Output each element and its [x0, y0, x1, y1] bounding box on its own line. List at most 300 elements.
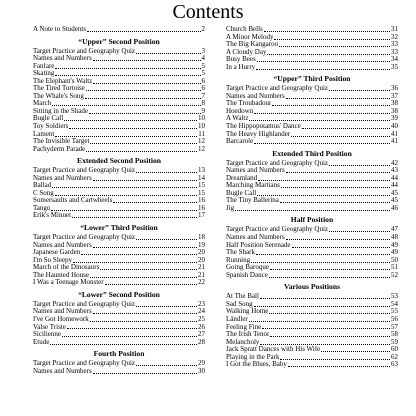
toc-entry[interactable]	[226, 242, 398, 250]
entry-title: Marching Martians	[226, 182, 280, 190]
entry-page-number: 8	[201, 100, 205, 108]
toc-entry[interactable]	[226, 56, 398, 64]
entry-page-number: 48	[391, 234, 398, 242]
entry-page-number: 40	[391, 123, 398, 131]
section-heading: “Upper” Second Position	[78, 36, 160, 46]
toc-entry[interactable]	[226, 100, 398, 108]
entry-title: Sicilienne	[33, 331, 61, 339]
toc-column-left	[33, 26, 205, 375]
entry-title: Names and Numbers	[226, 92, 285, 100]
entry-page-number: 27	[198, 331, 205, 339]
entry-title: Names and Numbers	[33, 174, 92, 182]
toc-entry[interactable]	[226, 331, 398, 339]
entry-page-number: 25	[198, 315, 205, 323]
entry-title: The Big Kangaroo	[226, 41, 279, 49]
entry-page-number: 10	[198, 115, 205, 123]
dot-leader	[270, 336, 390, 337]
toc-entry[interactable]	[226, 34, 398, 42]
toc-entry[interactable]	[226, 264, 398, 272]
entry-page-number: 45	[391, 189, 398, 197]
entry-title: Melancholy	[226, 338, 260, 346]
dot-leader	[251, 262, 390, 263]
entry-title: Walking Home	[226, 308, 269, 316]
toc-entry[interactable]	[33, 205, 205, 213]
dot-leader	[62, 336, 197, 337]
toc-entry[interactable]	[226, 167, 398, 175]
dot-leader	[90, 321, 197, 322]
entry-page-number: 15	[198, 189, 205, 197]
toc-entry[interactable]	[33, 272, 205, 280]
toc-entry[interactable]	[226, 226, 398, 234]
entry-page-number: 51	[391, 264, 398, 272]
toc-entry[interactable]	[226, 160, 398, 168]
dot-leader	[249, 321, 390, 322]
dot-leader	[67, 328, 197, 329]
dot-leader	[280, 202, 390, 203]
dot-leader	[136, 53, 200, 54]
entry-page-number: 49	[391, 249, 398, 257]
entry-page-number: 13	[198, 167, 205, 175]
toc-entry[interactable]	[226, 293, 398, 301]
entry-title: Sad Song	[226, 300, 253, 308]
entry-page-number: 44	[391, 174, 398, 182]
entry-page-number: 43	[391, 167, 398, 175]
entry-title: The Heavy Highlander	[226, 130, 291, 138]
entry-title: Ländler	[226, 315, 248, 323]
entry-title: The Shark	[226, 249, 255, 257]
entry-page-number: 10	[198, 123, 205, 131]
toc-entry[interactable]	[33, 146, 205, 154]
dot-leader	[254, 306, 390, 307]
dot-leader	[55, 195, 197, 196]
dot-leader	[291, 136, 390, 137]
entry-page-number: 59	[391, 338, 398, 346]
toc-entry[interactable]	[33, 93, 205, 101]
dot-leader	[136, 365, 197, 366]
entry-title: The Troubadour	[226, 100, 272, 108]
entry-title: Names and Numbers	[33, 367, 92, 375]
entry-page-number: 23	[198, 300, 205, 308]
entry-title: In a Hurry	[226, 63, 256, 71]
entry-title: March	[33, 100, 52, 108]
dot-leader	[105, 284, 197, 285]
entry-page-number: 16	[198, 204, 205, 212]
entry-page-number: 38	[391, 107, 398, 115]
entry-page-number: 45	[391, 197, 398, 205]
entry-title: Going Baroque	[226, 264, 269, 272]
entry-title: Erik's Minuet	[33, 212, 72, 220]
entry-title: Sitting in the Shade	[33, 107, 89, 115]
dot-leader	[52, 105, 200, 106]
entry-title: Pachyderm Parade	[33, 145, 86, 153]
entry-title: Hoedown	[226, 107, 254, 115]
entry-page-number: 54	[391, 300, 398, 308]
toc-entry[interactable]	[33, 48, 205, 56]
dot-leader	[256, 254, 390, 255]
toc-entry[interactable]	[33, 264, 205, 272]
entry-page-number: 26	[198, 323, 205, 331]
entry-page-number: 3	[201, 47, 205, 55]
entry-title: Toy Soldiers	[33, 123, 69, 131]
toc-entry[interactable]	[33, 212, 205, 220]
toc-entry[interactable]	[226, 316, 398, 324]
entry-page-number: 7	[201, 92, 205, 100]
entry-page-number: 5	[201, 62, 205, 70]
entry-title: The Haunted House	[33, 271, 89, 279]
section-heading: Half Position	[290, 215, 334, 225]
entry-title: A Waltz	[226, 115, 249, 123]
toc-entry[interactable]	[226, 354, 398, 362]
entry-page-number: 6	[201, 85, 205, 93]
toc-entry[interactable]	[33, 78, 205, 86]
toc-entry[interactable]	[226, 123, 398, 131]
toc-entry[interactable]	[33, 138, 205, 146]
toc-entry[interactable]	[33, 301, 205, 309]
dot-leader	[86, 151, 197, 152]
entry-page-number: 21	[198, 271, 205, 279]
dot-leader	[235, 210, 390, 211]
entry-page-number: 39	[391, 115, 398, 123]
entry-page-number: 24	[198, 308, 205, 316]
entry-page-number: 36	[391, 85, 398, 93]
toc-entry[interactable]	[226, 346, 398, 354]
dot-leader	[93, 313, 197, 314]
dot-leader	[281, 187, 390, 188]
entry-page-number: 52	[391, 271, 398, 279]
entry-page-number: 53	[391, 293, 398, 301]
section-heading: “Lower” Third Position	[80, 223, 158, 233]
entry-title: Target Practice and Geography Quiz	[33, 167, 136, 175]
entry-page-number: 20	[198, 249, 205, 257]
entry-page-number: 34	[391, 56, 398, 64]
entry-title: Tango	[33, 204, 51, 212]
dot-leader	[52, 187, 197, 188]
dot-leader	[292, 247, 390, 248]
toc-entry[interactable]	[226, 190, 398, 198]
entry-page-number: 56	[391, 315, 398, 323]
toc-entry[interactable]	[33, 70, 205, 78]
dot-leader	[286, 98, 390, 99]
section-heading: Fourth Position	[93, 349, 145, 359]
entry-page-number: 19	[198, 241, 205, 249]
entry-title: The Hippopotamus' Dance	[226, 123, 301, 131]
entry-title: Names and Numbers	[33, 308, 92, 316]
toc-entry[interactable]	[226, 108, 398, 116]
toc-entry[interactable]	[226, 64, 398, 72]
dot-leader	[136, 239, 197, 240]
entry-title: I Got the Blues, Baby	[226, 361, 287, 369]
entry-title: Half Position Serenade	[226, 241, 291, 249]
dot-leader	[286, 239, 390, 240]
toc-entry[interactable]	[33, 331, 205, 339]
entry-page-number: 5	[201, 70, 205, 78]
dot-leader	[279, 46, 390, 47]
entry-title: Target Practice and Geography Quiz	[33, 360, 136, 368]
dot-leader	[257, 61, 390, 62]
toc-entry[interactable]	[226, 361, 398, 369]
entry-title: Skating	[33, 70, 55, 78]
dot-leader	[321, 351, 390, 352]
dot-leader	[280, 359, 390, 360]
toc-entry[interactable]	[226, 197, 398, 205]
dot-leader	[90, 143, 197, 144]
dot-leader	[269, 313, 390, 314]
entry-title: Etude	[33, 338, 50, 346]
entry-title: Names and Numbers	[33, 55, 92, 63]
toc-entry[interactable]	[226, 339, 398, 347]
dot-leader	[55, 75, 200, 76]
toc-entry[interactable]	[226, 138, 398, 146]
entry-page-number: 55	[391, 308, 398, 316]
dot-leader	[257, 195, 390, 196]
entry-title: Japanese Garden	[33, 249, 81, 257]
entry-page-number: 60	[391, 346, 398, 354]
dot-leader	[286, 172, 390, 173]
entry-page-number: 62	[391, 353, 398, 361]
dot-leader	[81, 254, 197, 255]
dot-leader	[329, 231, 390, 232]
entry-title: The Invisible Target	[33, 138, 90, 146]
entry-page-number: 4	[201, 55, 205, 63]
toc-entry[interactable]	[33, 279, 205, 287]
dot-leader	[329, 165, 390, 166]
entry-page-number: 20	[198, 256, 205, 264]
entry-page-number: 49	[391, 241, 398, 249]
toc-entry[interactable]	[33, 190, 205, 198]
dot-leader	[72, 217, 197, 218]
dot-leader	[136, 172, 197, 173]
entry-title: Barcarole	[226, 138, 254, 146]
toc-entry[interactable]	[33, 85, 205, 93]
entry-title: Bugle Call	[33, 115, 64, 123]
toc-entry[interactable]	[226, 115, 398, 123]
entry-page-number: 30	[198, 367, 205, 375]
entry-page-number: 18	[198, 234, 205, 242]
entry-title: The Whale's Song	[33, 92, 84, 100]
entry-page-number: 38	[391, 100, 398, 108]
toc-entry[interactable]	[33, 234, 205, 242]
dot-leader	[73, 262, 197, 263]
dot-leader	[93, 247, 197, 248]
dot-leader	[254, 113, 390, 114]
toc-entry[interactable]	[33, 123, 205, 131]
toc-entry[interactable]	[33, 257, 205, 265]
dot-leader	[270, 269, 390, 270]
entry-title: Target Practice and Geography Quiz	[33, 47, 136, 55]
toc-entry[interactable]	[33, 242, 205, 250]
entry-page-number: 9	[201, 107, 205, 115]
toc-entry[interactable]	[33, 324, 205, 332]
entry-title: Jack Spratt Dances with His Wife	[226, 346, 321, 354]
toc-entry[interactable]	[226, 308, 398, 316]
toc-entry[interactable]	[226, 301, 398, 309]
toc-entry[interactable]	[33, 249, 205, 257]
dot-leader	[89, 113, 200, 114]
toc-entry[interactable]	[226, 257, 398, 265]
dot-leader	[113, 202, 197, 203]
entry-title: I'm So Sleepy	[33, 256, 72, 264]
entry-title: The Tired Tortoise	[33, 85, 85, 93]
entry-page-number: 41	[391, 130, 398, 138]
dot-leader	[100, 269, 197, 270]
entry-title: Target Practice and Geography Quiz	[33, 234, 136, 242]
entry-page-number: 57	[391, 323, 398, 331]
entry-title: Names and Numbers	[226, 167, 285, 175]
entry-page-number: 33	[391, 48, 398, 56]
dot-leader	[136, 306, 197, 307]
section-heading: Extended Third Position	[272, 148, 352, 158]
entry-page-number: 63	[391, 361, 398, 369]
toc-entry[interactable]	[33, 339, 205, 347]
entry-title: Dreamland	[226, 174, 258, 182]
entry-title: Busy Bees	[226, 56, 256, 64]
toc-entry[interactable]	[33, 131, 205, 139]
dot-leader	[50, 344, 197, 345]
entry-page-number: 47	[391, 226, 398, 234]
entry-title: Target Practice and Geography Quiz	[226, 226, 329, 234]
dot-leader	[93, 373, 197, 374]
entry-title: The Elephant's Waltz	[33, 77, 93, 85]
entry-title: Target Practice and Geography Quiz	[226, 159, 329, 167]
dot-leader	[69, 128, 197, 129]
toc-entry[interactable]	[226, 175, 398, 183]
toc-entry[interactable]	[33, 55, 205, 63]
toc-entry[interactable]	[33, 308, 205, 316]
entry-title: Fanfare	[33, 62, 55, 70]
toc-entry[interactable]	[33, 316, 205, 324]
toc-entry[interactable]	[226, 182, 398, 190]
entry-title: I've Got Homework	[33, 315, 89, 323]
toc-entry[interactable]	[226, 272, 398, 280]
toc-entry[interactable]	[226, 205, 398, 213]
page-title: Contents	[172, 1, 244, 23]
toc-entry[interactable]	[226, 249, 398, 257]
entry-title: The Irish Tenor	[226, 331, 270, 339]
entry-title: Target Practice and Geography Quiz	[33, 300, 136, 308]
toc-entry[interactable]	[33, 175, 205, 183]
dot-leader	[267, 54, 390, 55]
toc-entry[interactable]	[226, 131, 398, 139]
entry-title: A Minor Melody	[226, 33, 274, 41]
entry-title: The Tiny Ballerina	[226, 197, 279, 205]
dot-leader	[260, 298, 390, 299]
toc-entry[interactable]	[33, 26, 205, 34]
toc-entry[interactable]	[33, 63, 205, 71]
entry-title: Target Practice and Geography Quiz	[226, 85, 329, 93]
entry-page-number: 16	[198, 197, 205, 205]
toc-entry[interactable]	[226, 41, 398, 49]
section-heading: “Upper” Third Position	[273, 74, 351, 84]
entry-page-number: 46	[391, 204, 398, 212]
entry-page-number: 58	[391, 331, 398, 339]
entry-page-number: 12	[198, 145, 205, 153]
dot-leader	[86, 90, 201, 91]
entry-page-number: 2	[201, 26, 205, 33]
toc-entry[interactable]	[33, 360, 205, 368]
entry-title: Spanish Dance	[226, 271, 268, 279]
entry-title: Ballad	[33, 182, 52, 190]
toc-entry[interactable]	[33, 167, 205, 175]
entry-title: At The Ball	[226, 293, 259, 301]
entry-page-number: 50	[391, 256, 398, 264]
section-heading: Various Positions	[283, 282, 341, 292]
entry-title: C Song	[33, 189, 54, 197]
entry-page-number: 11	[198, 130, 205, 138]
dot-leader	[85, 98, 201, 99]
dot-leader	[262, 328, 390, 329]
entry-title: Lament	[33, 130, 55, 138]
entry-page-number: 31	[391, 26, 398, 33]
entry-page-number: 6	[201, 77, 205, 85]
dot-leader	[90, 277, 197, 278]
dot-leader	[254, 143, 390, 144]
entry-title: March of the Dinosaurs	[33, 264, 100, 272]
entry-page-number: 42	[391, 159, 398, 167]
entry-title: Church Bells	[226, 26, 263, 33]
entry-page-number: 14	[198, 174, 205, 182]
dot-leader	[264, 31, 390, 32]
toc-entry[interactable]	[33, 100, 205, 108]
toc-entry[interactable]	[226, 93, 398, 101]
entry-page-number: 12	[198, 138, 205, 146]
entry-title: A Cloudy Day	[226, 48, 267, 56]
toc-entry[interactable]	[33, 197, 205, 205]
entry-page-number: 28	[198, 338, 205, 346]
toc-entry[interactable]	[33, 368, 205, 376]
entry-title: Playing in the Park	[226, 353, 280, 361]
entry-title: I Was a Teenage Monster	[33, 279, 104, 287]
entry-title: Bugle Call	[226, 189, 257, 197]
toc-entry[interactable]	[226, 324, 398, 332]
dot-leader	[260, 344, 390, 345]
entry-page-number: 35	[391, 63, 398, 71]
entry-page-number: 41	[391, 138, 398, 146]
dot-leader	[93, 83, 200, 84]
toc-entry[interactable]	[226, 85, 398, 93]
toc-entry[interactable]	[226, 49, 398, 57]
toc-entry[interactable]	[33, 182, 205, 190]
toc-entry[interactable]	[33, 115, 205, 123]
dot-leader	[51, 210, 197, 211]
dot-leader	[329, 90, 390, 91]
dot-leader	[64, 120, 197, 121]
dot-leader	[55, 68, 200, 69]
entry-page-number: 37	[391, 92, 398, 100]
entry-page-number: 22	[198, 279, 205, 287]
toc-entry[interactable]	[33, 108, 205, 116]
dot-leader	[274, 39, 390, 40]
entry-page-number: 21	[198, 264, 205, 272]
section-heading: Extended Second Position	[77, 156, 161, 166]
entry-title: A Note to Students	[33, 26, 87, 33]
entry-title: Names and Numbers	[226, 234, 285, 242]
entry-page-number: 29	[198, 360, 205, 368]
toc-entry[interactable]	[226, 26, 398, 34]
toc-column-right	[226, 26, 398, 369]
entry-title: Somersaults and Cartwheels	[33, 197, 113, 205]
dot-leader	[249, 120, 390, 121]
dot-leader	[256, 69, 390, 70]
entry-title: Running	[226, 256, 251, 264]
toc-entry[interactable]	[226, 234, 398, 242]
dot-leader	[272, 105, 390, 106]
dot-leader	[269, 277, 390, 278]
entry-title: Feeling Fine	[226, 323, 262, 331]
entry-page-number: 33	[391, 41, 398, 49]
entry-page-number: 17	[198, 212, 205, 220]
section-heading: “Lower” Second Position	[78, 289, 160, 299]
dot-leader	[55, 136, 197, 137]
